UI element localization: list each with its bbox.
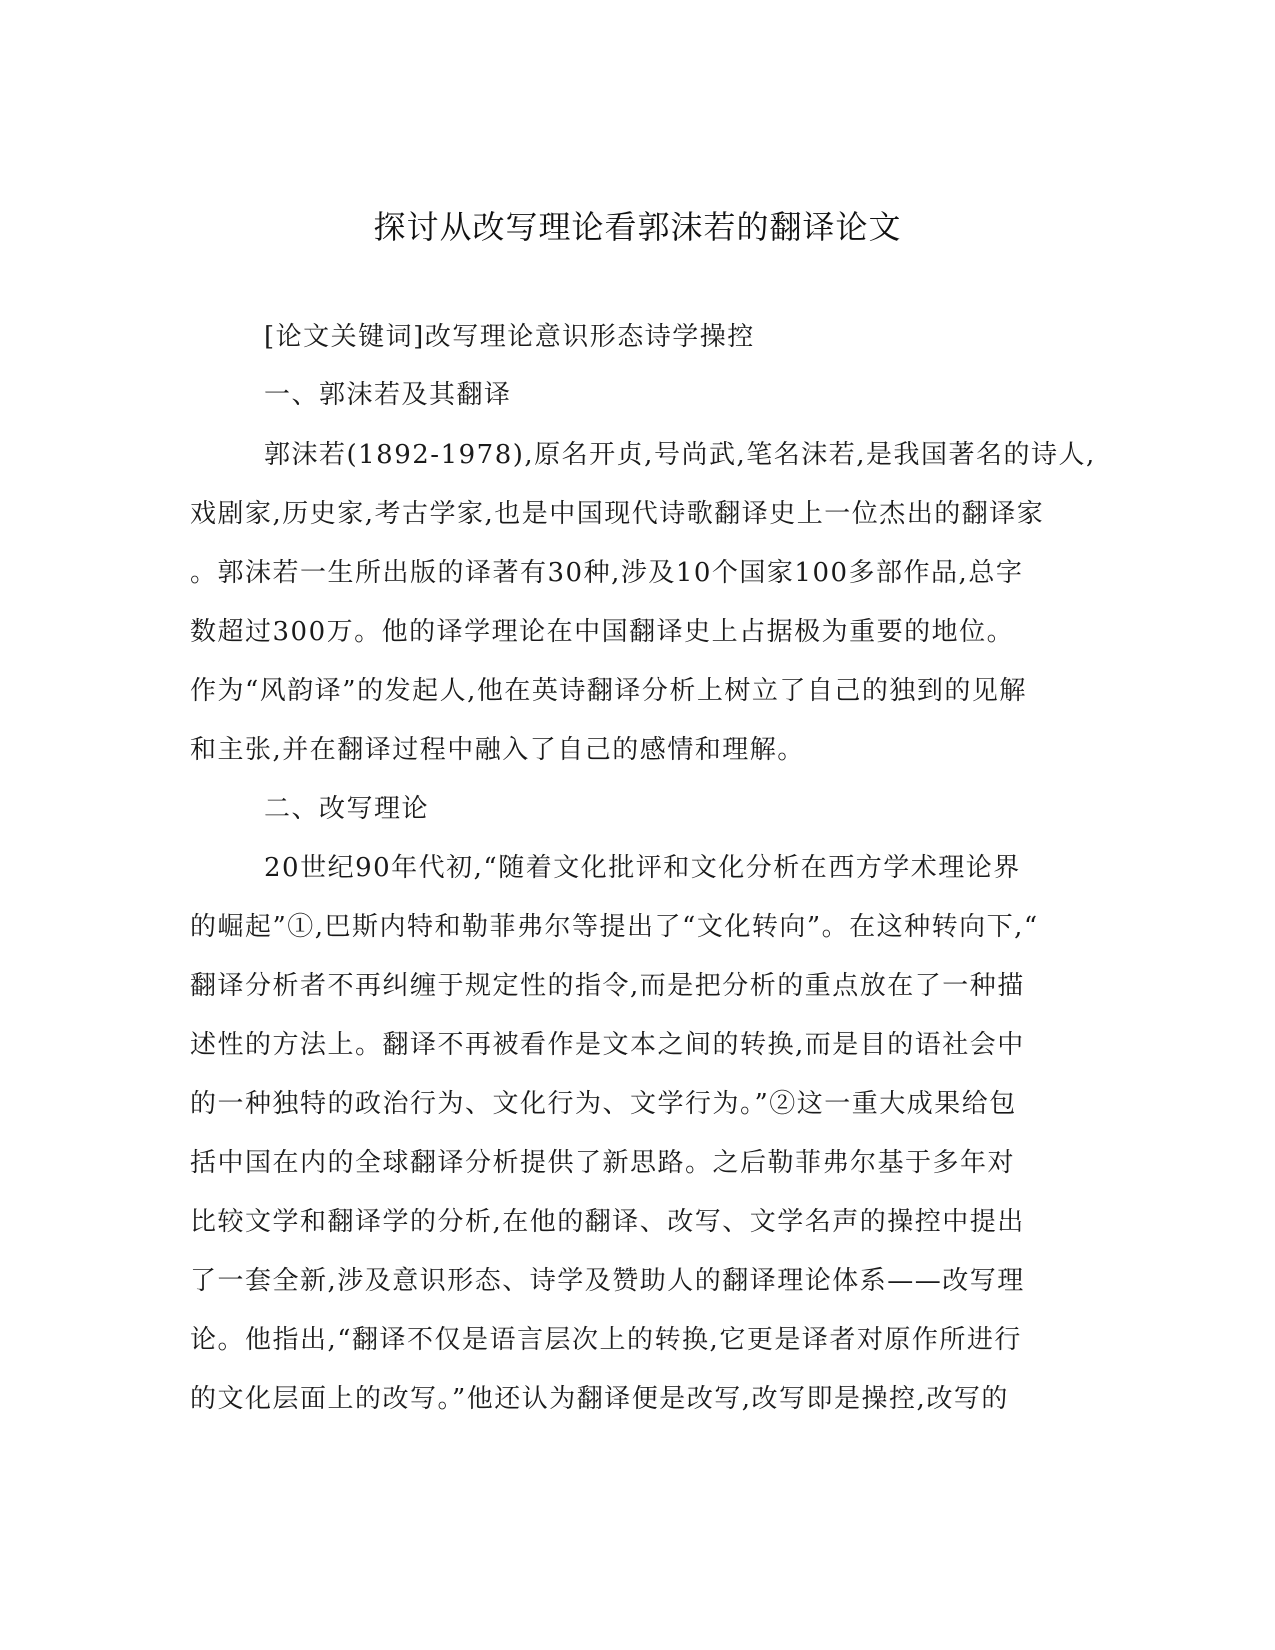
paragraph-line: 的一种独特的政治行为、文化行为、文学行为。”②这一重大成果给包 (190, 1089, 1017, 1119)
keywords-line: [论文关键词]改写理论意识形态诗学操控 (264, 322, 755, 352)
paragraph-line: 括中国在内的全球翻译分析提供了新思路。之后勒菲弗尔基于多年对 (190, 1148, 1016, 1178)
paragraph-line: 比较文学和翻译学的分析,在他的翻译、改写、文学名声的操控中提出 (190, 1207, 1025, 1237)
paragraph-line: 论。他指出,“翻译不仅是语言层次上的转换,它更是译者对原作所进行 (190, 1325, 1022, 1355)
paragraph-line: 戏剧家,历史家,考古学家,也是中国现代诗歌翻译史上一位杰出的翻译家 (190, 499, 1045, 529)
paragraph-line: 翻译分析者不再纠缠于规定性的指令,而是把分析的重点放在了一种描 (190, 971, 1025, 1001)
paragraph-line: 的崛起”①,巴斯内特和勒菲弗尔等提出了“文化转向”。在这种转向下,“ (190, 912, 1039, 942)
paragraph-line: 20世纪90年代初,“随着文化批评和文化分析在西方学术理论界 (264, 853, 1021, 883)
paragraph-line: 数超过300万。他的译学理论在中国翻译史上占据极为重要的地位。 (190, 617, 1015, 647)
paragraph-line: 的文化层面上的改写。”他还认为翻译便是改写,改写即是操控,改写的 (190, 1384, 1009, 1414)
section-heading-1: 一、郭沫若及其翻译 (264, 380, 512, 410)
section-heading-2: 二、改写理论 (264, 794, 430, 824)
paragraph-line: 述性的方法上。翻译不再被看作是文本之间的转换,而是目的语社会中 (190, 1030, 1025, 1060)
paragraph-line: 和主张,并在翻译过程中融入了自己的感情和理解。 (190, 735, 805, 765)
document-title: 探讨从改写理论看郭沫若的翻译论文 (373, 208, 902, 246)
paragraph-line: 。郭沫若一生所出版的译著有30种,涉及10个国家100多部作品,总字 (190, 558, 1024, 588)
paragraph-line: 了一套全新,涉及意识形态、诗学及赞助人的翻译理论体系——改写理 (190, 1266, 1025, 1296)
paragraph-line: 作为“风韵译”的发起人,他在英诗翻译分析上树立了自己的独到的见解 (190, 676, 1027, 706)
paragraph-line: 郭沫若(1892-1978),原名开贞,号尚武,笔名沫若,是我国著名的诗人, (264, 440, 1096, 470)
